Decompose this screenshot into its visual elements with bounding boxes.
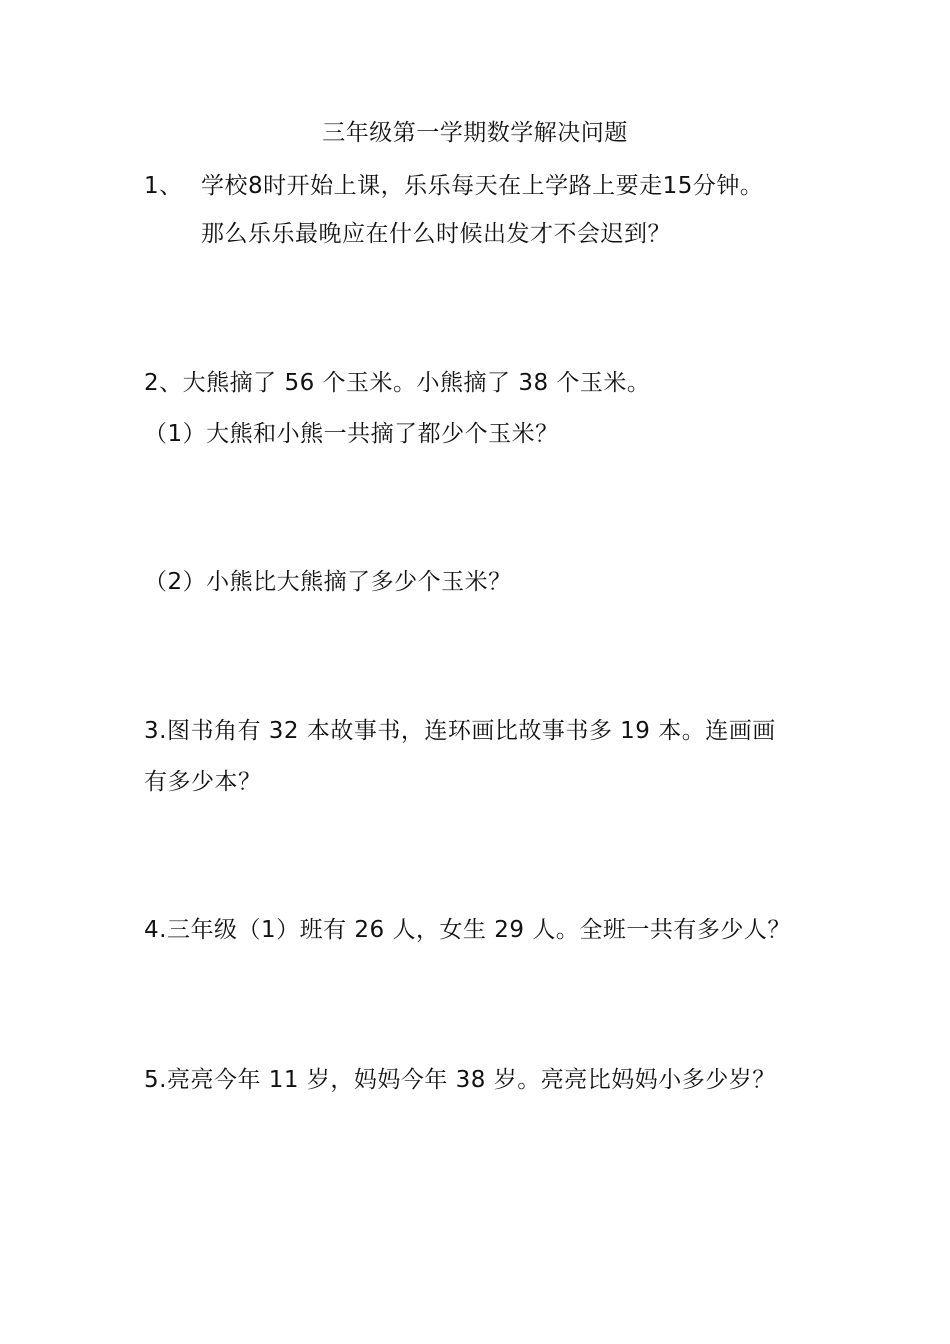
question-1-line-1: 学校8时开始上课，乐乐每天在上学路上要走15分钟。 [201,173,764,199]
question-2-sub-2: （2）小熊比大熊摘了多少个玉米？ [144,569,512,595]
question-4-text: 4.三年级（1）班有 26 人，女生 29 人。全班一共有多少人？ [144,917,791,943]
question-2-stem: 2、大熊摘了 56 个玉米。小熊摘了 38 个玉米。 [144,370,651,396]
question-3-line-2: 有多少本？ [144,769,262,795]
worksheet-title: 三年级第一学期数学解决问题 [322,120,628,146]
question-1-line-2: 那么乐乐最晚应在什么时候出发才不会迟到？ [201,221,671,247]
question-2-sub-1: （1）大熊和小熊一共摘了都少个玉米？ [144,421,559,447]
question-5-text: 5.亮亮今年 11 岁，妈妈今年 38 岁。亮亮比妈妈小多少岁？ [144,1067,776,1093]
question-3-line-1: 3.图书角有 32 本故事书，连环画比故事书多 19 本。连画画 [144,718,776,744]
question-1-number: 1、 [144,173,183,199]
